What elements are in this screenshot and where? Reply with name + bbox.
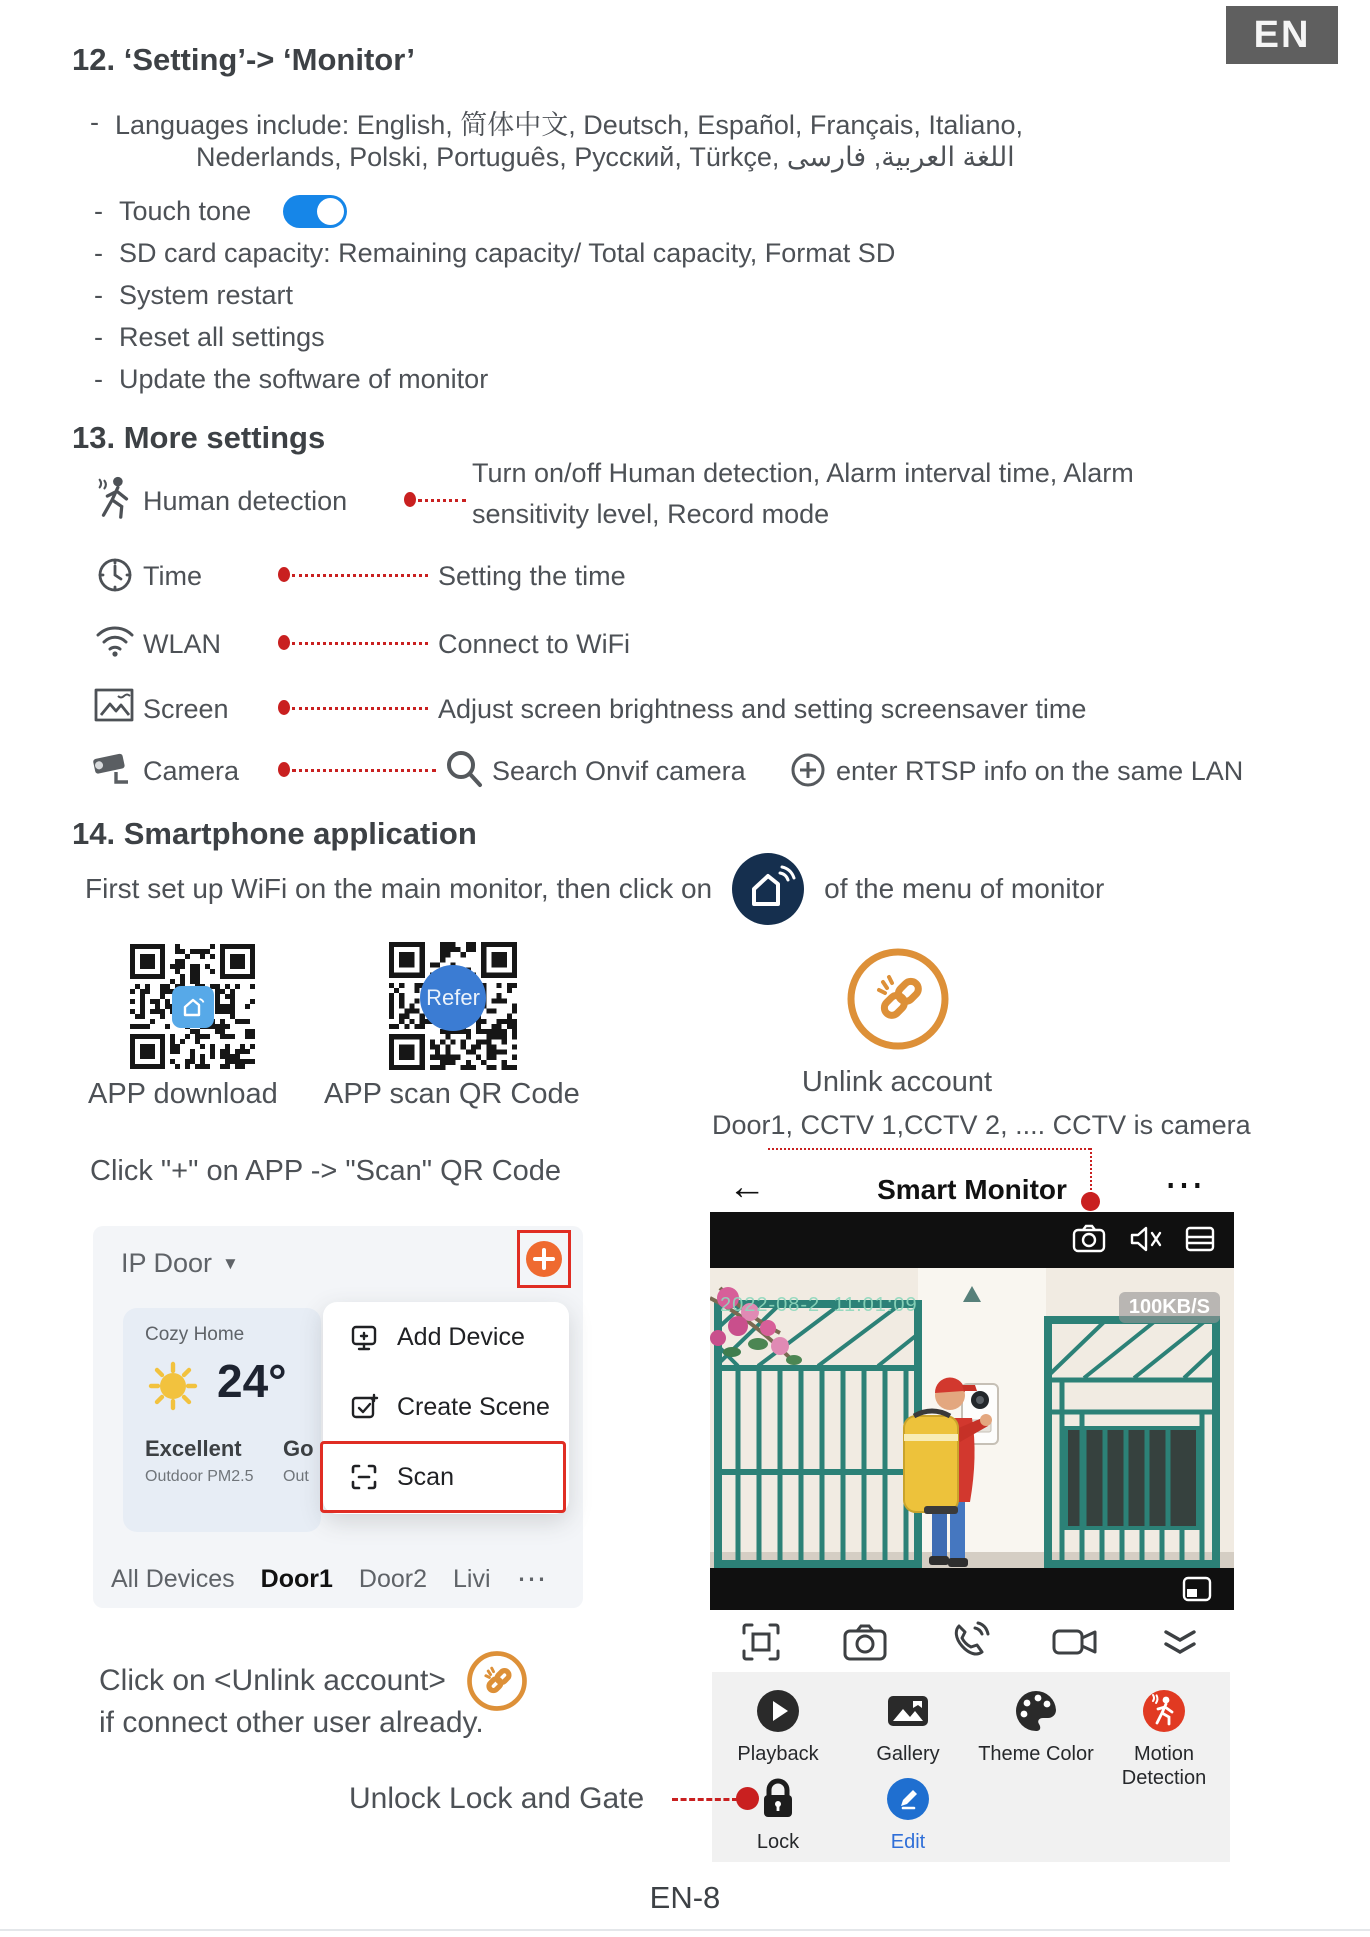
leader-dot	[278, 635, 290, 650]
bullet-dash: -	[90, 107, 99, 137]
tab-living[interactable]: Livi	[452, 1565, 491, 1593]
clock-icon	[95, 555, 135, 595]
more-options-icon[interactable]: ⋯	[1164, 1163, 1204, 1207]
grid-label: Theme Color	[978, 1743, 1094, 1765]
refer-logo	[420, 965, 486, 1031]
video-date: 2022-08-2	[720, 1294, 821, 1316]
weather-aqi: Excellent	[145, 1436, 242, 1461]
leader-line	[292, 642, 428, 645]
edit-icon	[885, 1776, 931, 1822]
qr-download-label: APP download	[88, 1078, 278, 1110]
annotation-dot	[736, 1787, 759, 1810]
weather-temp: 24°	[217, 1355, 287, 1407]
section-13-heading: 13. More settings	[72, 420, 326, 455]
create-scene-icon	[349, 1392, 379, 1422]
annotation-dash-line	[672, 1798, 738, 1801]
scan-note: Click "+" on APP -> "Scan" QR Code	[90, 1155, 562, 1187]
menu-item-label: Create Scene	[397, 1392, 550, 1421]
palette-icon	[1013, 1688, 1059, 1734]
unlink-account-label: Unlink account	[801, 1066, 993, 1098]
weather-aqi-sub: Outdoor PM2.5	[145, 1468, 254, 1485]
screen-icon	[92, 686, 136, 724]
leader-dot	[404, 492, 416, 507]
home-selector-label: IP Door	[121, 1248, 213, 1278]
language-badge: EN	[1226, 6, 1338, 64]
time-desc: Setting the time	[438, 561, 626, 591]
leader-line	[292, 769, 436, 772]
camera-label: Camera	[143, 756, 240, 786]
video-time: 11:01:09	[833, 1294, 918, 1316]
bullet-dash: -	[94, 280, 103, 310]
storage-icon[interactable]	[1184, 1224, 1216, 1254]
toggle-knob	[317, 198, 344, 225]
leader-dot	[278, 762, 290, 777]
app-logo-home-icon	[172, 986, 214, 1028]
camera-desc-rtsp: enter RTSP info on the same LAN	[836, 756, 1244, 786]
leader-dot	[278, 567, 290, 582]
unlock-note: Unlock Lock and Gate	[349, 1782, 645, 1815]
camera-desc-search: Search Onvif camera	[492, 756, 746, 786]
refer-logo-text: Refer	[426, 985, 480, 1011]
add-menu	[323, 1302, 569, 1514]
unlink-account-icon[interactable]	[845, 946, 951, 1052]
touch-tone-label: Touch tone	[119, 196, 252, 226]
qr-scan-label: APP scan QR Code	[324, 1078, 580, 1110]
touch-tone-toggle[interactable]	[283, 195, 347, 228]
video-timestamp	[720, 1294, 918, 1317]
unlink-note-row	[99, 1650, 528, 1712]
grid-label: Edit	[890, 1831, 926, 1853]
grid-label: Playback	[737, 1743, 819, 1765]
annotation-line	[768, 1148, 1090, 1150]
add-highlight-box	[517, 1230, 571, 1288]
home-menu-icon[interactable]	[730, 851, 806, 927]
video-bottom-bar	[710, 1568, 1234, 1610]
back-arrow-icon[interactable]: ←	[728, 1166, 766, 1208]
play-icon	[755, 1688, 801, 1734]
gallery-button[interactable]	[848, 1688, 968, 1766]
human-detection-desc1: Turn on/off Human detection, Alarm interval time, Alarm	[472, 458, 1134, 488]
add-button[interactable]	[524, 1239, 564, 1279]
section-12-heading: 12. ‘Setting’-> ‘Monitor’	[72, 42, 416, 77]
bullet-dash: -	[94, 322, 103, 352]
page-bottom-divider	[0, 1929, 1370, 1931]
mute-speaker-icon[interactable]	[1128, 1224, 1162, 1254]
wifi-icon	[93, 620, 137, 660]
bullet-dash: -	[94, 238, 103, 268]
gallery-icon	[885, 1688, 931, 1734]
qr-code-app-scan	[388, 942, 518, 1070]
bullet-dash: -	[94, 364, 103, 394]
circled-plus-icon	[790, 752, 826, 788]
weather-home-name: Cozy Home	[145, 1324, 245, 1345]
section-14-heading: 14. Smartphone application	[72, 816, 477, 851]
video-top-bar	[710, 1212, 1234, 1268]
playback-button[interactable]	[718, 1688, 838, 1766]
weather-col2: Go	[283, 1436, 314, 1461]
lock-icon	[755, 1776, 801, 1822]
menu-item-label: Scan	[397, 1462, 454, 1491]
menu-item-add-device[interactable]	[323, 1302, 569, 1372]
weather-col2-sub: Out	[283, 1468, 309, 1485]
reset-label: Reset all settings	[119, 322, 325, 352]
unlink-small-icon	[466, 1650, 528, 1712]
screen-label: Screen	[143, 694, 229, 724]
search-icon	[443, 748, 485, 790]
click-unlink-text: Click on <Unlink account>	[99, 1664, 446, 1697]
intro-text-pre: First set up WiFi on the main monitor, then click on	[85, 873, 713, 904]
snapshot-icon[interactable]	[1072, 1224, 1106, 1254]
theme-color-button[interactable]	[976, 1688, 1096, 1766]
menu-item-label: Add Device	[397, 1322, 525, 1351]
leader-line	[292, 574, 428, 577]
edit-button[interactable]	[848, 1776, 968, 1854]
motion-detection-button[interactable]	[1104, 1688, 1224, 1790]
human-detection-icon	[92, 474, 138, 520]
motion-detection-icon	[1141, 1688, 1187, 1734]
feature-grid-panel	[712, 1672, 1230, 1862]
snapshot-action-icon[interactable]	[842, 1622, 888, 1662]
menu-item-create-scene[interactable]	[323, 1372, 569, 1442]
leader-line	[418, 499, 466, 502]
scan-highlight-box	[320, 1441, 566, 1513]
intro-text-post: of the menu of monitor	[824, 873, 1105, 904]
leader-line	[292, 707, 428, 710]
tab-door2[interactable]: Door2	[358, 1565, 427, 1593]
time-label: Time	[143, 561, 202, 591]
page-number: EN-8	[649, 1880, 721, 1915]
devices-note: Door1, CCTV 1,CCTV 2, .... CCTV is camera	[712, 1110, 1251, 1140]
bullet-dash: -	[94, 196, 103, 226]
languages-line1: Languages include: English, 简体中文, Deutsch, Español, Français, Italiano,	[115, 110, 1023, 140]
system-restart-label: System restart	[119, 280, 294, 310]
fullscreen-icon[interactable]	[740, 1621, 782, 1663]
wlan-label: WLAN	[143, 629, 222, 659]
phone-title: Smart Monitor	[877, 1174, 1067, 1205]
add-device-icon	[349, 1322, 379, 1352]
tabs-more-icon[interactable]: ⋯	[516, 1563, 547, 1596]
sun-icon	[145, 1358, 201, 1414]
app-home-screenshot	[93, 1226, 583, 1608]
tab-all-devices[interactable]: All Devices	[111, 1565, 235, 1593]
leader-dot	[278, 700, 290, 715]
tab-door1[interactable]: Door1	[260, 1565, 333, 1593]
sd-card-label: SD card capacity: Remaining capacity/ Total capacity, Format SD	[119, 238, 896, 268]
cctv-camera-icon	[90, 748, 138, 790]
grid-label: Lock	[756, 1831, 800, 1853]
grid-label: Gallery	[876, 1743, 940, 1765]
chevron-down-icon: ▼	[222, 1253, 239, 1273]
human-detection-desc2: sensitivity level, Record mode	[472, 499, 830, 529]
collapse-icon[interactable]	[1158, 1624, 1202, 1660]
wlan-desc: Connect to WiFi	[438, 629, 631, 659]
screen-desc: Adjust screen brightness and setting screensaver time	[438, 694, 1087, 724]
update-label: Update the software of monitor	[119, 364, 489, 394]
qr-code-app-download	[130, 944, 255, 1069]
record-video-icon[interactable]	[1051, 1624, 1099, 1660]
languages-line2: Nederlands, Polski, Português, Русский, Türkçe, اللغة العربية, فارسى	[196, 142, 1015, 172]
video-frame	[710, 1268, 1234, 1568]
bitrate-badge: 100KB/S	[1119, 1292, 1220, 1323]
pip-icon[interactable]	[1182, 1576, 1212, 1602]
weather-card	[123, 1308, 321, 1532]
home-selector[interactable]	[121, 1248, 239, 1279]
lock-button[interactable]	[718, 1776, 838, 1854]
quick-actions-row	[712, 1618, 1230, 1666]
human-detection-label: Human detection	[143, 486, 348, 516]
call-icon[interactable]	[947, 1620, 991, 1664]
phone-header	[710, 1162, 1234, 1212]
click-unlink-text2: if connect other user already.	[99, 1706, 484, 1739]
device-tabs	[111, 1562, 571, 1597]
grid-label: Motion Detection	[1121, 1743, 1207, 1789]
